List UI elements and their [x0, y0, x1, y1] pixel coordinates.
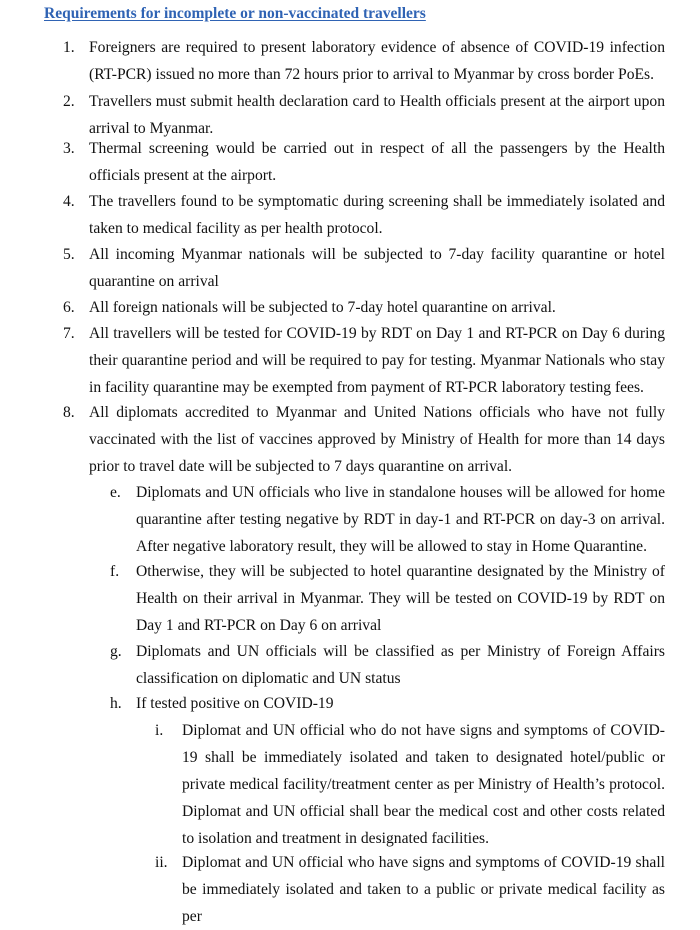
list-item-text: The travellers found to be symptomatic during screening shall be immediately isolated and taken to medical facility as per health protocol. — [89, 193, 665, 237]
list-item-text: All travellers will be tested for COVID-19 by RDT on Day 1 and RT-PCR on Day 6 during their quarantine period and will be required to pay for testing. Myanmar Nationals who stay in facility quarantine may be exempted from payment of RT-PCR laboratory testing fees. — [89, 325, 665, 396]
list-item-text: Otherwise, they will be subjected to hotel quarantine designated by the Ministry of Health on their arrival in Myanmar. They will be tested on COVID-19 by RDT on Day 1 and RT-PCR on Day 6 on arrival — [136, 563, 665, 634]
list-item-g — [110, 638, 665, 692]
list-item-text: Thermal screening would be carried out in respect of all the passengers by the Health officials present at the airport. — [89, 140, 665, 184]
list-marker: g. — [110, 643, 122, 660]
list-marker: 1. — [63, 39, 75, 56]
section-heading: Requirements for incomplete or non-vaccinated travellers — [44, 5, 426, 22]
list-item-text: Diplomat and UN official who have signs and symptoms of COVID-19 shall be immediately isolated and taken to a public or private medical facility as per — [182, 854, 665, 925]
list-item-1 — [63, 34, 665, 88]
list-item-2 — [63, 88, 665, 142]
list-marker: 8. — [63, 404, 75, 421]
list-item-text: Diplomat and UN official who do not have signs and symptoms of COVID-19 shall be immediately isolated and taken to designated hotel/public or private medical facility/treatment center as per Ministry of Health’s protocol. Diplomat and UN official shall bear the medical cost and other costs related to isolation and treatment in designated facilities. — [182, 722, 665, 847]
list-item-e — [110, 479, 665, 560]
list-item-4 — [63, 188, 665, 242]
list-marker: 7. — [63, 325, 75, 342]
list-item-3 — [63, 135, 665, 189]
list-item-text: Diplomats and UN officials who live in standalone houses will be allowed for home quarantine after testing negative by RDT in day-1 and RT-PCR on day-3 on arrival. After negative laboratory result, they will be allowed to stay in Home Quarantine. — [136, 484, 665, 555]
list-marker: ii. — [155, 854, 168, 871]
list-item-text: All foreign nationals will be subjected to 7-day hotel quarantine on arrival. — [89, 299, 556, 316]
list-item-5 — [63, 241, 665, 295]
list-marker: i. — [155, 722, 164, 739]
list-item-h — [110, 690, 665, 717]
list-item-text: If tested positive on COVID-19 — [136, 695, 334, 712]
list-item-7 — [63, 320, 665, 401]
list-marker: f. — [110, 563, 120, 580]
list-item-ii — [155, 849, 665, 930]
list-item-text: All incoming Myanmar nationals will be subjected to 7-day facility quarantine or hotel quarantine on arrival — [89, 246, 665, 290]
list-marker: 3. — [63, 140, 75, 157]
list-marker: 4. — [63, 193, 75, 210]
list-item-text: All diplomats accredited to Myanmar and United Nations officials who have not fully vaccinated with the list of vaccines approved by Ministry of Health for more than 14 days prior to travel date will be subjected to 7 days quarantine on arrival. — [89, 404, 665, 475]
list-item-8 — [63, 399, 665, 480]
list-item-text: Foreigners are required to present laboratory evidence of absence of COVID-19 infection (RT-PCR) issued no more than 72 hours prior to arrival to Myanmar by cross border PoEs. — [89, 39, 665, 83]
list-marker: 5. — [63, 246, 75, 263]
list-item-6 — [63, 294, 665, 321]
list-item-i — [155, 717, 665, 852]
list-marker: 2. — [63, 93, 75, 110]
list-item-text: Travellers must submit health declaration card to Health officials present at the airport upon arrival to Myanmar. — [89, 93, 665, 137]
list-marker: h. — [110, 695, 122, 712]
list-marker: 6. — [63, 299, 75, 316]
list-marker: e. — [110, 484, 121, 501]
list-item-f — [110, 558, 665, 639]
list-item-text: Diplomats and UN officials will be classified as per Ministry of Foreign Affairs classification on diplomatic and UN status — [136, 643, 665, 687]
